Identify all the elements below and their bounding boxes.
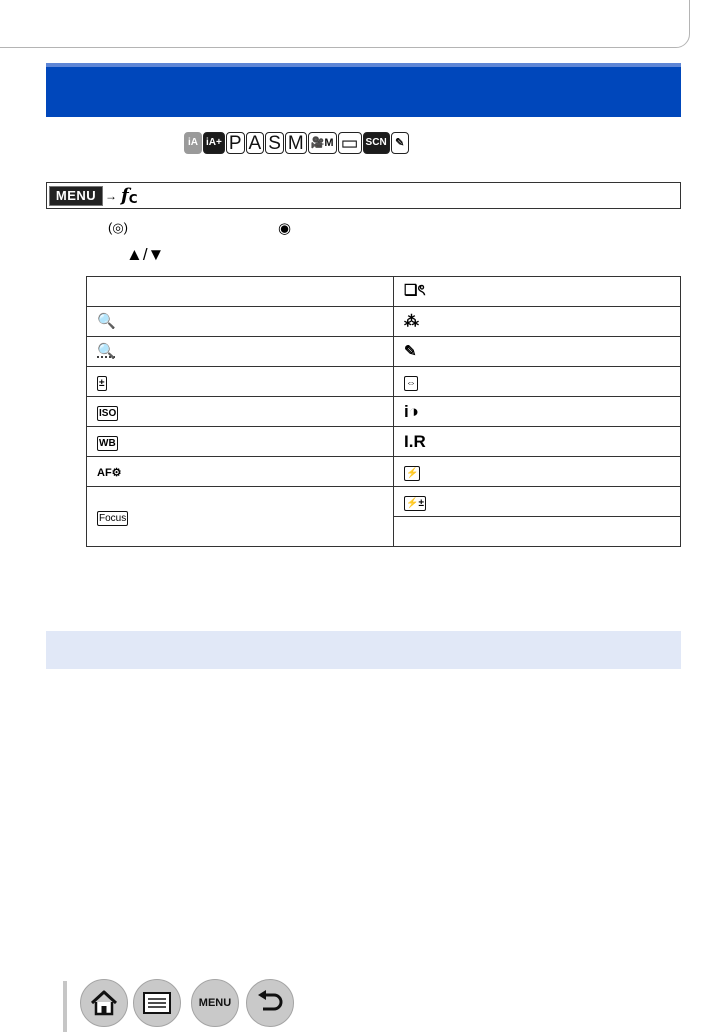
table-row	[87, 367, 681, 397]
white-balance-icon: WB	[99, 437, 116, 449]
home-icon	[89, 989, 119, 1017]
zoom-icon: 🔍	[97, 313, 116, 330]
scene-guide-mode-icon: SCN	[363, 132, 390, 154]
table-cell	[394, 337, 681, 367]
menu-icon: MENU	[198, 997, 232, 1009]
creative-control-mode-icon: ✎	[391, 132, 409, 154]
table-cell	[394, 307, 681, 337]
table-cell	[87, 397, 394, 427]
table-cell	[87, 427, 394, 457]
program-mode-icon: P	[226, 132, 245, 154]
intelligent-resolution-icon: I.R	[404, 431, 426, 451]
table-cell	[87, 487, 394, 547]
subsection-bar	[46, 631, 681, 669]
drive-mode-icon: ❏ৎ	[404, 282, 426, 299]
table-cell	[87, 307, 394, 337]
menu-list-button[interactable]	[191, 979, 239, 1027]
list-icon	[142, 991, 172, 1015]
table-cell	[87, 337, 394, 367]
exposure-compensation-icon: ±	[99, 377, 105, 389]
table-cell	[394, 487, 681, 517]
table-row	[87, 487, 681, 517]
manual-mode-icon: M	[285, 132, 307, 154]
table-cell	[394, 397, 681, 427]
flash-mode-icon: ⚡	[406, 467, 419, 479]
intelligent-dynamic-icon: i◑	[404, 401, 419, 421]
menu-path-box	[46, 182, 681, 209]
path-arrow: →	[105, 188, 117, 203]
footer-divider	[63, 981, 67, 1032]
step-2-row	[126, 245, 164, 265]
back-button[interactable]	[246, 979, 294, 1027]
iso-sensitivity-icon: ISO	[99, 407, 117, 419]
creative-control-icon: ✎	[404, 343, 417, 360]
table-cell	[394, 427, 681, 457]
table-cell-empty	[87, 277, 394, 307]
menu-button-icon: MENU	[49, 186, 103, 206]
table-row	[87, 427, 681, 457]
aperture-priority-mode-icon: A	[246, 132, 265, 154]
intelligent-auto-mode-icon: iA	[184, 132, 202, 154]
filter-effect-icon: ⁂	[404, 313, 419, 330]
aspect-ratio-icon: ⇔	[406, 377, 416, 389]
table-cell	[87, 457, 394, 487]
page-frame	[0, 0, 690, 48]
table-row	[87, 337, 681, 367]
back-arrow-icon	[255, 990, 285, 1016]
custom-menu-icon: $f_C$	[121, 185, 138, 206]
control-dial-icon: (◎)	[108, 220, 129, 235]
section-title-bar	[46, 63, 681, 117]
table-row	[87, 277, 681, 307]
shutter-priority-mode-icon: S	[265, 132, 284, 154]
home-button[interactable]	[80, 979, 128, 1027]
intelligent-auto-plus-mode-icon: iA+	[203, 132, 225, 154]
panorama-mode-icon: ▭	[338, 132, 362, 154]
table-row	[87, 457, 681, 487]
control-button-icon: ◉	[278, 220, 292, 237]
contents-button[interactable]	[133, 979, 181, 1027]
flash-adjustment-icon: ⚡±	[406, 497, 424, 509]
function-icon-table	[86, 276, 681, 547]
up-down-arrow-icon: ▲/▼	[126, 245, 165, 264]
focus-mode-icon: Focus	[99, 512, 127, 524]
creative-video-mode-icon: 🎥M	[308, 132, 337, 154]
table-cell	[87, 367, 394, 397]
table-cell	[394, 277, 681, 307]
table-row	[87, 307, 681, 337]
table-cell	[394, 457, 681, 487]
step-zoom-icon: 🔍	[97, 343, 116, 360]
recording-mode-icons	[184, 131, 409, 155]
table-cell-empty	[394, 517, 681, 547]
step-1-row	[108, 217, 291, 239]
af-mode-icon: AF⚙	[97, 466, 122, 479]
table-row	[87, 397, 681, 427]
table-cell	[394, 367, 681, 397]
